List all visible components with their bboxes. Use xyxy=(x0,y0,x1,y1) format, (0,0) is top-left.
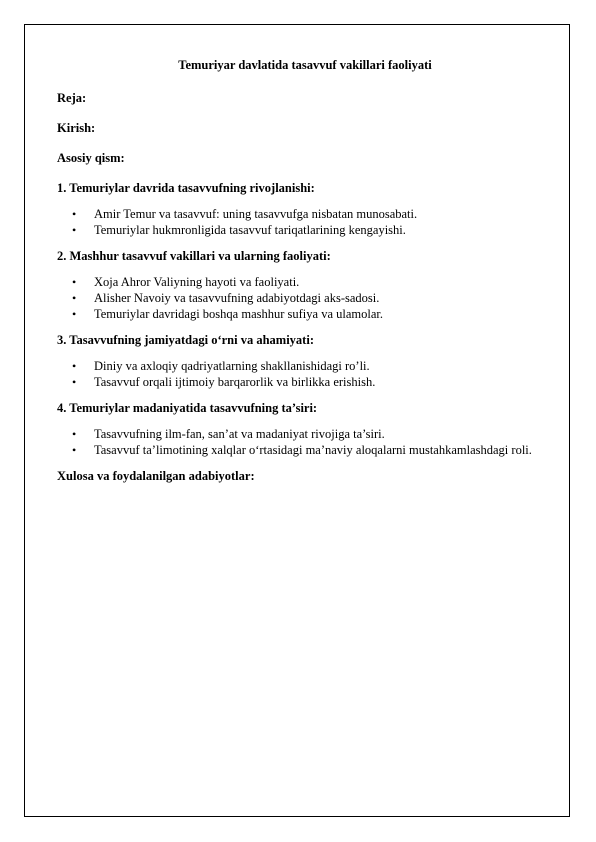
plan-heading: Reja: xyxy=(57,91,87,105)
section-3-list xyxy=(57,358,553,390)
list-item xyxy=(57,290,553,306)
document-title: Temuriyar davlatida tasavvuf vakillari faoliyati xyxy=(178,58,432,72)
main-part-heading: Asosiy qism: xyxy=(57,151,125,165)
list-item-text: Temuriylar davridagi boshqa mashhur sufiya va ulamolar. xyxy=(94,307,383,321)
bullet-icon: • xyxy=(72,223,77,237)
document-content xyxy=(57,57,553,484)
list-item-text: Tasavvuf orqali ijtimoiy barqarorlik va birlikka erishish. xyxy=(94,375,376,389)
bullet-icon: • xyxy=(72,275,77,289)
bullet-icon: • xyxy=(72,307,77,321)
list-item xyxy=(57,206,553,222)
list-item xyxy=(57,426,553,442)
section-3-heading: 3. Tasavvufning jamiyatdagi o‘rni va ahamiyati: xyxy=(57,333,314,347)
section-4-heading: 4. Temuriylar madaniyatida tasavvufning ta’siri: xyxy=(57,401,318,415)
bullet-icon: • xyxy=(72,291,77,305)
conclusion-heading: Xulosa va foydalanilgan adabiyotlar: xyxy=(57,469,255,483)
list-item-text: Amir Temur va tasavvuf: uning tasavvufga nisbatan munosabati. xyxy=(94,207,418,221)
bullet-icon: • xyxy=(72,443,77,457)
list-item xyxy=(57,374,553,390)
bullet-icon: • xyxy=(72,375,77,389)
list-item-text: Tasavvuf ta’limotining xalqlar o‘rtasidagi ma’naviy aloqalarni mustahkamlashdagi roli. xyxy=(94,443,532,457)
section-2-heading: 2. Mashhur tasavvuf vakillari va ularning faoliyati: xyxy=(57,249,331,263)
list-item xyxy=(57,442,553,458)
introduction-heading: Kirish: xyxy=(57,121,96,135)
list-item xyxy=(57,358,553,374)
list-item-text: Temuriylar hukmronligida tasavvuf tariqatlarining kengayishi. xyxy=(94,223,406,237)
bullet-icon: • xyxy=(72,207,77,221)
bullet-icon: • xyxy=(72,359,77,373)
list-item-text: Xoja Ahror Valiyning hayoti va faoliyati. xyxy=(94,275,300,289)
section-4-list xyxy=(57,426,553,458)
section-1-heading: 1. Temuriylar davrida tasavvufning rivojlanishi: xyxy=(57,181,315,195)
list-item xyxy=(57,306,553,322)
list-item-text: Tasavvufning ilm-fan, san’at va madaniyat rivojiga ta’siri. xyxy=(94,427,385,441)
bullet-icon: • xyxy=(72,427,77,441)
list-item-text: Diniy va axloqiy qadriyatlarning shakllanishidagi ro’li. xyxy=(94,359,370,373)
section-2-list xyxy=(57,274,553,322)
list-item xyxy=(57,274,553,290)
list-item-text: Alisher Navoiy va tasavvufning adabiyotdagi aks-sadosi. xyxy=(94,291,380,305)
list-item xyxy=(57,222,553,238)
section-1-list xyxy=(57,206,553,238)
